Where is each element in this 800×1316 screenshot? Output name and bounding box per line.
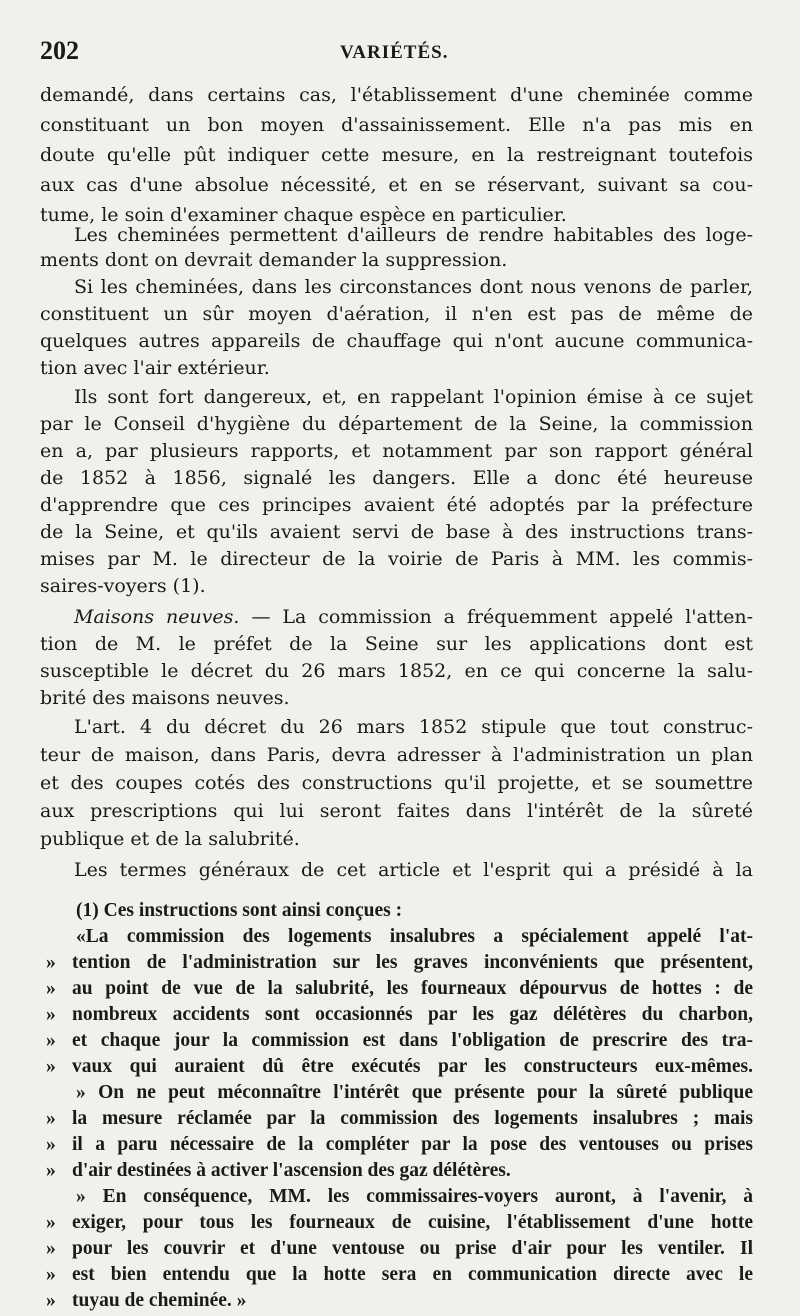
footnote-line [46,1002,753,1028]
quote-mark: » [46,1238,56,1259]
quote-mark: » [46,1290,56,1311]
quote-mark: » [46,1134,56,1155]
body-line: aux prescriptions qui lui seront faites dans l'intérêt de la sûreté [40,800,753,822]
quote-mark: » [46,978,56,999]
section-title: Maisons neuves. [74,606,240,628]
footnote-line [46,1236,753,1262]
footnote-line [46,1262,753,1288]
body-line: Si les cheminées, dans les circonstances dont nous venons de parler, [74,276,753,298]
body-line: susceptible le décret du 26 mars 1852, en ce qui concerne la salu- [40,660,753,682]
body-line: et des coupes cotés des constructions qu'il projette, et se soumettre [40,772,753,794]
footnote-line [46,950,753,976]
body-line: brité des maisons neuves. [40,687,290,709]
footnote-line-text: exiger, pour tous les fourneaux de cuisine, l'établissement d'une hotte [72,1212,753,1233]
footnote-line [76,1184,753,1210]
body-line: saires-voyers (1). [40,575,206,597]
footnote-line [46,1054,753,1080]
footnote-line [46,1158,753,1184]
body-line: en a, par plusieurs rapports, et notamment par son rapport général [40,440,753,462]
quote-mark: » [76,1082,86,1103]
footnote-line-text: vaux qui auraient dû être exécutés par les constructeurs eux-mêmes. [72,1056,753,1077]
footnote-line-text: est bien entendu que la hotte sera en communication directe avec le [72,1264,753,1285]
footnote-line-text: En conséquence, MM. les commissaires-voyers auront, à l'avenir, à [102,1186,754,1207]
body-line: mises par M. le directeur de la voirie de Paris à MM. les commis- [40,548,753,570]
footnote-line-text: tuyau de cheminée. » [72,1290,247,1311]
quote-mark: » [76,1186,86,1207]
body-line: L'art. 4 du décret du 26 mars 1852 stipule que tout construc- [74,716,753,738]
footnote-line [46,1288,753,1314]
footnote-line-text: la mesure réclamée par la commission des logements insalubres ; mais [72,1108,753,1129]
body-line: tume, le soin d'examiner chaque espèce en particulier. [40,204,567,226]
footnote-line [46,1132,753,1158]
section-line [74,602,753,632]
body-line: Les cheminées permettent d'ailleurs de rendre habitables des loge- [74,224,753,246]
footnote-line-text: et chaque jour la commission est dans l'obligation de prescrire des tra- [72,1030,753,1051]
footnote-line-text: il a paru nécessaire de la compléter par la pose des ventouses ou prises [72,1134,753,1155]
page-number: 202 [40,36,79,65]
quote-mark: » [46,1056,56,1077]
footnote-line-text: On ne peut méconnaître l'intérêt que présente pour la sûreté publique [98,1082,754,1103]
footnote-line-text: tention de l'administration sur les graves inconvénients que présentent, [72,952,753,973]
footnote-line-text: La commission des logements insalubres a spécialement appelé l'at- [85,926,753,947]
footnote-line-text: pour les couvrir et d'une ventouse ou prise d'air pour les ventiler. Il [72,1238,753,1259]
quote-mark: « [76,926,86,947]
body-line: aux cas d'une absolue nécessité, et en se réservant, suivant sa cou- [40,174,753,196]
body-line: de 1852 à 1856, signalé les dangers. Elle a donc été heureuse [40,467,753,489]
footnote-line [76,1080,753,1106]
body-line: demandé, dans certains cas, l'établissement d'une cheminée comme [40,84,753,106]
body-line: publique et de la salubrité. [40,828,300,850]
body-line: constituent un sûr moyen d'aération, il n'en est pas de même de [40,303,753,325]
body-line: ments dont on devrait demander la suppression. [40,249,508,271]
body-line: de la Seine, et qu'ils avaient servi de base à des instructions trans- [40,521,753,543]
body-line: doute qu'elle pût indiquer cette mesure, en la restreignant toutefois [40,144,753,166]
body-line: par le Conseil d'hygiène du département de la Seine, la commission [40,413,753,435]
quote-mark: » [46,1030,56,1051]
running-title: VARIÉTÉS. [340,42,449,63]
quote-mark: » [46,1264,56,1285]
body-line: d'apprendre que ces principes avaient été adoptés par la préfecture [40,494,753,516]
body-line: constituant un bon moyen d'assainissement. Elle n'a pas mis en [40,114,753,136]
body-line: quelques autres appareils de chauffage qui n'ont aucune communica- [40,330,753,352]
body-line: Ils sont fort dangereux, et, en rappelant l'opinion émise à ce sujet [74,386,753,408]
footnote-line-text: d'air destinées à activer l'ascension des gaz délétères. [72,1160,511,1181]
body-line: tion avec l'air extérieur. [40,357,270,379]
footnote-intro: (1) Ces instructions sont ainsi conçues : [76,900,403,921]
footnote-line [46,1106,753,1132]
quote-mark: » [46,1212,56,1233]
footnote-line [76,924,753,950]
footnote-line-text: au point de vue de la salubrité, les fourneaux dépourvus de hottes : de [72,978,753,999]
quote-mark: » [46,1160,56,1181]
body-line: teur de maison, dans Paris, devra adresser à l'administration un plan [40,744,753,766]
quote-mark: » [46,1004,56,1025]
body-line: tion de M. le préfet de la Seine sur les applications dont est [40,633,753,655]
quote-mark: » [46,952,56,973]
page-header [40,36,760,66]
quote-mark: » [46,1108,56,1129]
footnote-line [46,1028,753,1054]
footnote-line-text: nombreux accidents sont occasionnés par les gaz délétères du charbon, [72,1004,753,1025]
footnote-line [46,976,753,1002]
footnote-line [46,1210,753,1236]
body-line: Les termes généraux de cet article et l'esprit qui a présidé à la [74,859,753,881]
section-text: — La commission a fréquemment appelé l'atten- [251,606,754,628]
